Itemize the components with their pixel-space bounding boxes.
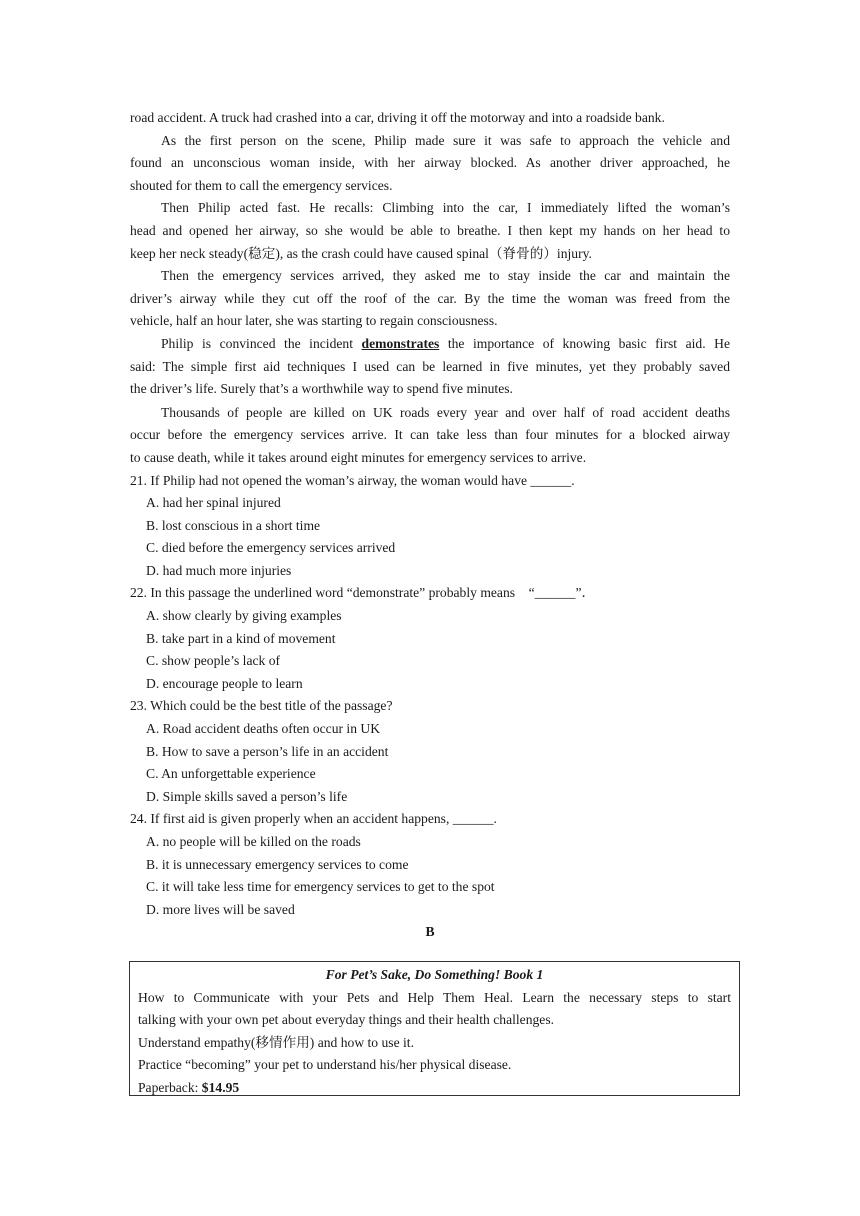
option: B. lost conscious in a short time — [146, 517, 321, 533]
paragraph-line: road accident. A truck had crashed into a car, driving it off the motorway and into a roadside bank. — [130, 110, 665, 125]
option: B. How to save a person’s life in an accident — [146, 743, 389, 759]
passage-a — [130, 107, 730, 944]
question-24 — [130, 808, 730, 921]
option: B. it is unnecessary emergency services to come — [146, 856, 409, 872]
option: D. had much more injuries — [146, 562, 292, 578]
paragraph-line: vehicle, half an hour later, she was starting to regain consciousness. — [130, 313, 498, 329]
book-price-line — [138, 1077, 731, 1100]
book-feature: Practice “becoming” your pet to understand his/her physical disease. — [138, 1057, 512, 1073]
book-description: How to Communicate with your Pets and Help Them Heal. Learn the necessary steps to start — [138, 989, 731, 1005]
option: C. died before the emergency services arrived — [146, 540, 396, 556]
option: B. take part in a kind of movement — [146, 630, 336, 646]
option: C. it will take less time for emergency services to get to the spot — [146, 879, 495, 895]
question-22 — [130, 582, 730, 695]
paragraph-line: driver’s airway while they cut off the roof of the car. By the time the woman was freed from the — [130, 290, 730, 306]
paragraph-line: As the first person on the scene, Philip made sure it was safe to approach the vehicle and — [161, 132, 730, 148]
paragraph-line: head and opened her airway, so she would be able to breathe. I then kept my hands on her head to — [130, 222, 730, 238]
section-heading: B — [425, 924, 435, 940]
question-stem: 23. Which could be the best title of the passage? — [130, 698, 393, 714]
question-23 — [130, 695, 730, 808]
option: A. no people will be killed on the roads — [146, 834, 361, 849]
paragraph-line: Then the emergency services arrived, they asked me to stay inside the car and maintain the — [161, 268, 730, 284]
price-value: $14.95 — [201, 1079, 240, 1095]
option: D. Simple skills saved a person’s life — [146, 788, 348, 804]
option: C. show people’s lack of — [146, 653, 281, 669]
text-span: Philip is convinced the incident — [161, 335, 353, 351]
question-stem: 24. If first aid is given properly when an accident happens, ______. — [130, 811, 497, 827]
book-title: For Pet’s Sake, Do Something! Book 1 — [325, 967, 544, 982]
option: A. had her spinal injured — [146, 495, 281, 511]
paragraph-line: to cause death, while it takes around eight minutes for emergency services to arrive. — [130, 449, 587, 465]
paragraph-line: occur before the emergency services arrive. It can take less than four minutes for a blocked airway — [130, 427, 730, 443]
question-stem: 22. In this passage the underlined word “demonstrate” probably means “______”． — [130, 585, 596, 601]
paragraph-line: Then Philip acted fast. He recalls: Climbing into the car, I immediately lifted the woman’s — [161, 200, 730, 216]
book-description: talking with your own pet about everyday things and their health challenges. — [138, 1012, 555, 1028]
book-ad-box — [129, 961, 740, 1096]
question-stem: 21. If Philip had not opened the woman’s airway, the woman would have ______. — [130, 472, 575, 488]
paragraph-line: keep her neck steady(稳定), as the crash could have caused spinal（脊骨的）injury. — [130, 245, 592, 261]
paragraph-line: the driver’s life. Surely that’s a worthwhile way to spend five minutes. — [130, 381, 513, 397]
question-21 — [130, 470, 730, 583]
text-span: the importance of knowing basic first aid. He — [447, 335, 730, 351]
option: D. encourage people to learn — [146, 675, 303, 691]
underlined-word: demonstrates — [361, 335, 440, 351]
option: C. An unforgettable experience — [146, 766, 316, 782]
paragraph-line — [130, 333, 730, 356]
paragraph-line: shouted for them to call the emergency services. — [130, 177, 393, 193]
price-label: Paperback: — [138, 1079, 199, 1095]
option: A. show clearly by giving examples — [146, 608, 342, 624]
paragraph-line: found an unconscious woman inside, with her airway blocked. As another driver approached, he — [130, 155, 730, 171]
option: D. more lives will be saved — [146, 901, 295, 917]
option: A. Road accident deaths often occur in UK — [146, 721, 381, 737]
paragraph-line: Thousands of people are killed on UK roads every year and over half of road accident deaths — [161, 404, 730, 420]
paragraph-line: said: The simple first aid techniques I used can be learned in five minutes, yet they probably saved — [130, 358, 730, 374]
book-feature: Understand empathy(移情作用) and how to use it. — [138, 1034, 414, 1050]
